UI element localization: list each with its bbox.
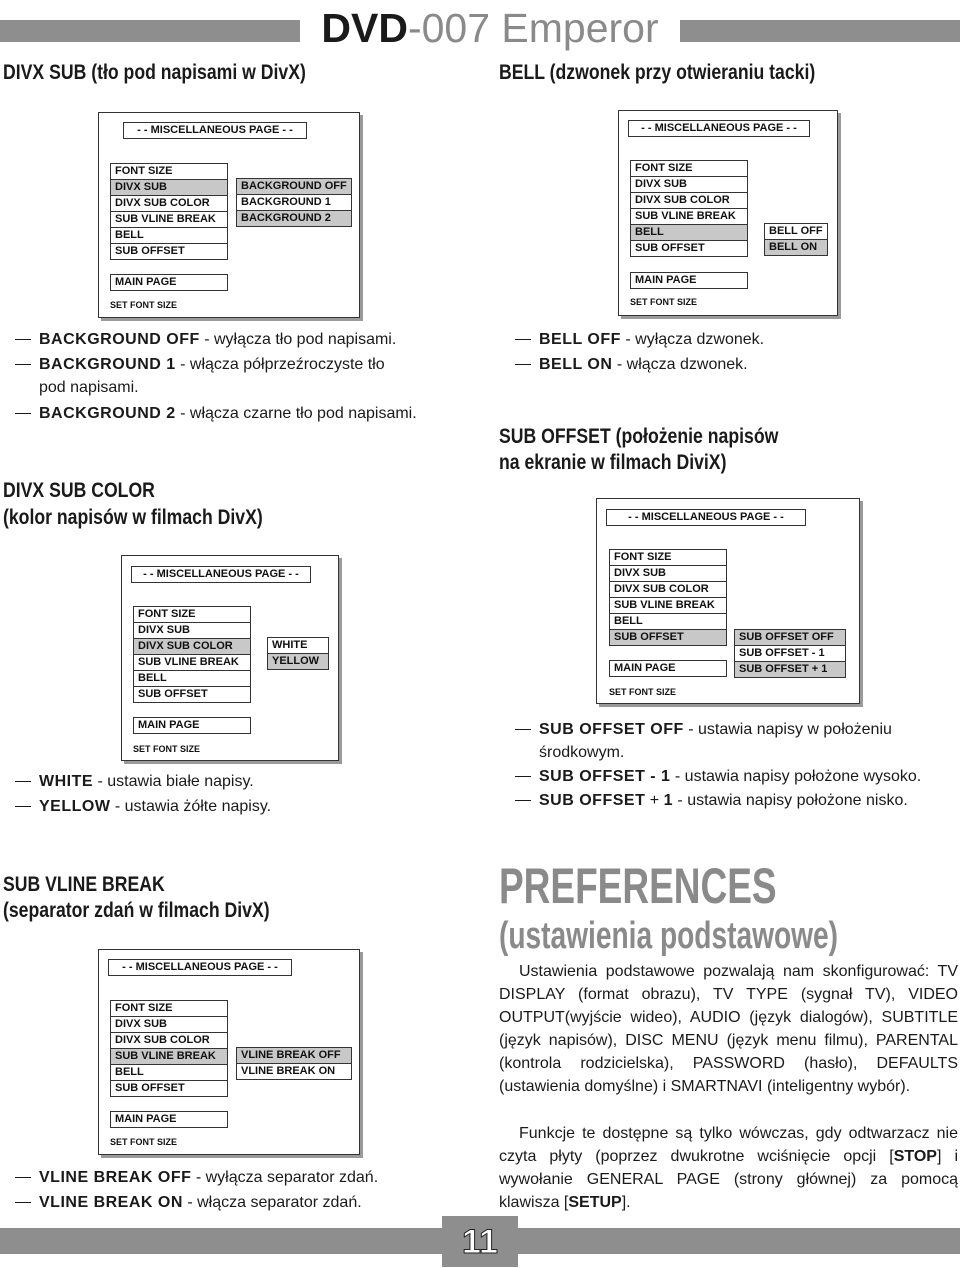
section-title-bell: BELL (dzwonek przy otwieraniu tacki) — [499, 61, 816, 84]
menu-item-font-size[interactable]: FONT SIZE — [110, 1000, 228, 1017]
preferences-title: PREFERENCES — [499, 858, 777, 914]
menu-item-divx-sub-color[interactable]: DIVX SUB COLOR — [609, 581, 727, 598]
menu-title: - - MISCELLANEOUS PAGE - - — [123, 122, 307, 139]
menu-item-main-page[interactable]: MAIN PAGE — [110, 274, 228, 291]
bullet-yellow: YELLOW - ustawia żółte napisy. — [15, 796, 271, 818]
menu-item-main-page[interactable]: MAIN PAGE — [609, 660, 727, 677]
section-title-sub-offset-2: na ekranie w filmach DiviX) — [499, 451, 727, 474]
menu-footer: SET FONT SIZE — [609, 687, 677, 697]
menu-item-divx-sub[interactable]: DIVX SUB — [609, 565, 727, 582]
menu-item-bell[interactable]: BELL — [133, 670, 251, 687]
menu-item-sub-vline-break[interactable]: SUB VLINE BREAK — [630, 208, 748, 225]
menu-title: - - MISCELLANEOUS PAGE - - — [131, 566, 311, 583]
section-title-divx-sub-color-1: DIVX SUB COLOR — [3, 479, 155, 502]
stop-key: STOP — [893, 1148, 937, 1165]
bullet-background-1-cont: pod napisami. — [39, 379, 139, 396]
option-vline-break-off[interactable]: VLINE BREAK OFF — [236, 1047, 352, 1064]
bullet-bell-on: BELL ON - włącza dzwonek. — [515, 354, 748, 376]
menu-item-sub-vline-break[interactable]: SUB VLINE BREAK — [110, 1048, 228, 1065]
menu-item-sub-offset[interactable]: SUB OFFSET — [630, 240, 748, 257]
section-title-vline-1: SUB VLINE BREAK — [3, 873, 165, 896]
menu-item-font-size[interactable]: FONT SIZE — [630, 160, 748, 177]
menu-item-font-size[interactable]: FONT SIZE — [110, 163, 228, 180]
menu-title: - - MISCELLANEOUS PAGE - - — [606, 509, 806, 526]
menu-footer: SET FONT SIZE — [133, 744, 201, 754]
page-number: 11 — [442, 1216, 518, 1267]
option-sub-offset-plus-1[interactable]: SUB OFFSET + 1 — [734, 661, 846, 678]
brand-rest: -007 Emperor — [407, 5, 659, 51]
menu-screen-sub-offset — [596, 498, 860, 704]
menu-item-sub-vline-break[interactable]: SUB VLINE BREAK — [609, 597, 727, 614]
bullet-vline-break-off: VLINE BREAK OFF - wyłącza separator zdań. — [15, 1167, 378, 1189]
option-white[interactable]: WHITE — [267, 637, 329, 654]
menu-item-divx-sub[interactable]: DIVX SUB — [133, 622, 251, 639]
brand-bold: DVD — [321, 5, 408, 51]
menu-item-sub-offset[interactable]: SUB OFFSET — [110, 1080, 228, 1097]
menu-item-main-page[interactable]: MAIN PAGE — [133, 717, 251, 734]
option-sub-offset-off[interactable]: SUB OFFSET OFF — [734, 629, 846, 646]
bullet-sub-offset-minus-1: SUB OFFSET - 1 - ustawia napisy położone wysoko. — [515, 766, 921, 788]
preferences-paragraph-2: Funkcje te dostępne są tylko wówczas, gdy odtwarzacz nie czyta płyty (poprzez dwukrotne wciśnięcie opcji [STOP] i wywołanie GENERAL PAGE (strony głównej) za pomocą klawisza [SETUP]. — [499, 1125, 959, 1211]
menu-footer: SET FONT SIZE — [110, 1137, 178, 1147]
bullet-sub-offset-off: SUB OFFSET OFF - ustawia napisy w położeniu — [515, 719, 892, 741]
menu-item-font-size[interactable]: FONT SIZE — [133, 606, 251, 623]
bullet-sub-offset-off-cont: środkowym. — [539, 744, 625, 761]
menu-screen-divx-sub-color — [121, 555, 339, 761]
menu-item-divx-sub[interactable]: DIVX SUB — [110, 179, 228, 196]
menu-item-sub-vline-break[interactable]: SUB VLINE BREAK — [110, 211, 228, 228]
section-title-sub-offset-1: SUB OFFSET (położenie napisów — [499, 425, 779, 448]
menu-screen-vline-break — [98, 949, 360, 1155]
preferences-paragraph-1: Ustawienia podstawowe pozwalają nam skonfigurować: TV DISPLAY (format obrazu), TV TYPE (sygnał TV), VIDEO OUTPUT(wyjście wideo), AUDIO (język dialogów), SUBTITLE (język napisów), DISC MENU (język menu filmu), PARENTAL (kontrola rodzicielska), PASSWORD (hasło), DEFAULTS (ustawienia domyślne) i SMARTNAVI (inteligentny wybór). — [499, 963, 958, 1095]
menu-screen-divx-sub — [98, 112, 360, 318]
option-vline-break-on[interactable]: VLINE BREAK ON — [236, 1063, 352, 1080]
option-background-1[interactable]: BACKGROUND 1 — [236, 194, 352, 211]
menu-title: - - MISCELLANEOUS PAGE - - — [108, 959, 292, 976]
bullet-vline-break-on: VLINE BREAK ON - włącza separator zdań. — [15, 1192, 362, 1214]
menu-title: - - MISCELLANEOUS PAGE - - — [628, 120, 810, 137]
section-title-divx-sub-color-2: (kolor napisów w filmach DivX) — [3, 506, 263, 529]
menu-item-sub-vline-break[interactable]: SUB VLINE BREAK — [133, 654, 251, 671]
menu-item-divx-sub-color[interactable]: DIVX SUB COLOR — [630, 192, 748, 209]
bullet-background-off: BACKGROUND OFF - wyłącza tło pod napisami. — [15, 329, 396, 351]
menu-item-main-page[interactable]: MAIN PAGE — [110, 1111, 228, 1128]
bullet-background-2: BACKGROUND 2 - włącza czarne tło pod napisami. — [15, 403, 417, 425]
menu-item-bell[interactable]: BELL — [110, 1064, 228, 1081]
bullet-sub-offset-plus-1: SUB OFFSET + 1 - ustawia napisy położone nisko. — [515, 790, 908, 812]
option-sub-offset-minus-1[interactable]: SUB OFFSET - 1 — [734, 645, 846, 662]
bullet-background-1: BACKGROUND 1 - włącza półprzeźroczyste tło — [15, 354, 385, 376]
menu-footer: SET FONT SIZE — [110, 300, 178, 310]
menu-item-bell[interactable]: BELL — [609, 613, 727, 630]
option-background-2[interactable]: BACKGROUND 2 — [236, 210, 352, 227]
option-bell-on[interactable]: BELL ON — [764, 239, 828, 256]
option-bell-off[interactable]: BELL OFF — [764, 223, 828, 240]
menu-item-sub-offset[interactable]: SUB OFFSET — [609, 629, 727, 646]
option-yellow[interactable]: YELLOW — [267, 653, 329, 670]
menu-item-divx-sub-color[interactable]: DIVX SUB COLOR — [110, 1032, 228, 1049]
menu-item-divx-sub-color[interactable]: DIVX SUB COLOR — [133, 638, 251, 655]
option-background-off[interactable]: BACKGROUND OFF — [236, 178, 352, 195]
menu-item-bell[interactable]: BELL — [630, 224, 748, 241]
bullet-bell-off: BELL OFF - wyłącza dzwonek. — [515, 329, 764, 351]
menu-item-bell[interactable]: BELL — [110, 227, 228, 244]
section-title-vline-2: (separator zdań w filmach DivX) — [3, 899, 270, 922]
header-title — [300, 4, 680, 54]
bullet-white: WHITE - ustawia białe napisy. — [15, 771, 254, 793]
menu-item-font-size[interactable]: FONT SIZE — [609, 549, 727, 566]
menu-item-sub-offset[interactable]: SUB OFFSET — [110, 243, 228, 260]
menu-footer: SET FONT SIZE — [630, 297, 698, 307]
setup-key: SETUP — [568, 1194, 622, 1211]
menu-item-divx-sub-color[interactable]: DIVX SUB COLOR — [110, 195, 228, 212]
preferences-subtitle: (ustawienia podstawowe) — [499, 915, 839, 957]
menu-item-main-page[interactable]: MAIN PAGE — [630, 272, 748, 289]
section-title-divx-sub: DIVX SUB (tło pod napisami w DivX) — [3, 61, 306, 84]
menu-item-sub-offset[interactable]: SUB OFFSET — [133, 686, 251, 703]
menu-screen-bell — [618, 110, 838, 316]
menu-item-divx-sub[interactable]: DIVX SUB — [630, 176, 748, 193]
menu-item-divx-sub[interactable]: DIVX SUB — [110, 1016, 228, 1033]
